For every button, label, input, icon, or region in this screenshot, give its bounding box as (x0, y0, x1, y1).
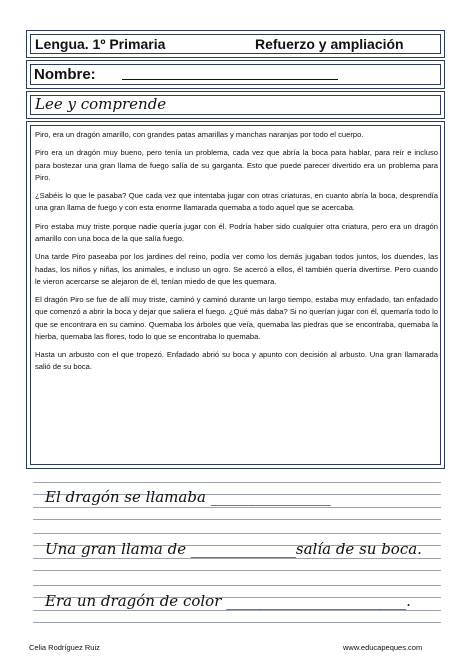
guide-line (33, 507, 441, 508)
guide-line (33, 622, 441, 623)
worksheet-type: Refuerzo y ampliación (255, 36, 404, 52)
name-write-line[interactable] (122, 79, 338, 80)
guide-line (33, 558, 441, 559)
guide-line (33, 519, 441, 520)
subject-title: Lengua. 1º Primaria (35, 36, 166, 52)
guide-line (33, 533, 441, 534)
paragraph: El dragón Piro se fue de allí muy triste, caminó y caminó durante un largo tiempo, estaba muy enfadado, tan enfadado que comenzó a abrir la boca y dejar que saliera el fuego. ¿Qué más daba? Si no querían jugar con él, quemaría todo lo que se encontrara en su camino. Quemaba los árboles que veía, quemaba las piedras que se encontraba, quemaba la hierba, quemaba las flores, todo lo que se encontraba lo quemaba. (35, 295, 438, 341)
guide-line (33, 570, 441, 571)
guide-line (33, 610, 441, 611)
reading-box (26, 121, 445, 469)
writing-row-2[interactable] (33, 533, 441, 575)
writing-row-3[interactable] (33, 585, 441, 627)
paragraph: Piro, era un dragón amarillo, con grandes patas amarillas y manchas naranjas por todo el cuerpo. (35, 130, 364, 139)
paragraph: ¿Sabéis lo que le pasaba? Que cada vez que intentaba jugar con otras criaturas, en cuanto abría la boca, desprendía una gran llama de fuego y con esta enorme llamarada quemaba a todo aquel que se acercaba. (35, 191, 438, 213)
sentence-1: El dragón se llamaba ________________ (45, 488, 331, 506)
sentence-2: Una gran llama de ______________salía de su boca. (45, 540, 422, 558)
name-box (26, 60, 445, 89)
paragraph: Piro estaba muy triste porque nadie quería jugar con él. Podría haber sido cualquier otra criatura, pero era un dragón amarillo con una boca de la que salía fuego. (35, 221, 438, 243)
paragraph: Piro era un dragón muy bueno, pero tenía un problema, cada vez que abría la boca para hablar, para reír e incluso para bostezar una gran llama de fuego salía de su garganta. Esto que puede parecer divertido era un problema para Piro. (35, 148, 438, 182)
guide-line (33, 482, 441, 483)
name-label: Nombre: (34, 66, 96, 83)
footer-author: Celia Rodríguez Ruiz (29, 643, 100, 652)
writing-row-1[interactable] (33, 482, 441, 524)
instruction-box (26, 91, 445, 119)
paragraph: Una tarde Piro paseaba por los jardines del reino, podía ver como los demás jugaban todos juntos, los duendes, las hadas, los niños y niñas, los animales, e incluso un ogro. Se acercó a ellos, él también quería divertirse. Pero cuando le vieron acercarse se alejaron de él, tenían miedo de que les quemara. (35, 252, 438, 286)
guide-line (33, 585, 441, 586)
footer-website[interactable]: www.educapeques.com (343, 643, 423, 652)
paragraph: Hasta un arbusto con el que tropezó. Enfadado abrió su boca y apunto con decisión al arbusto. Una gran llamarada salió de su boca. (35, 350, 438, 372)
sentence-3: Era un dragón de color ________________________. (45, 592, 411, 610)
reading-text (35, 129, 438, 380)
header-box (26, 30, 445, 58)
instruction-text: Lee y comprende (35, 95, 167, 113)
